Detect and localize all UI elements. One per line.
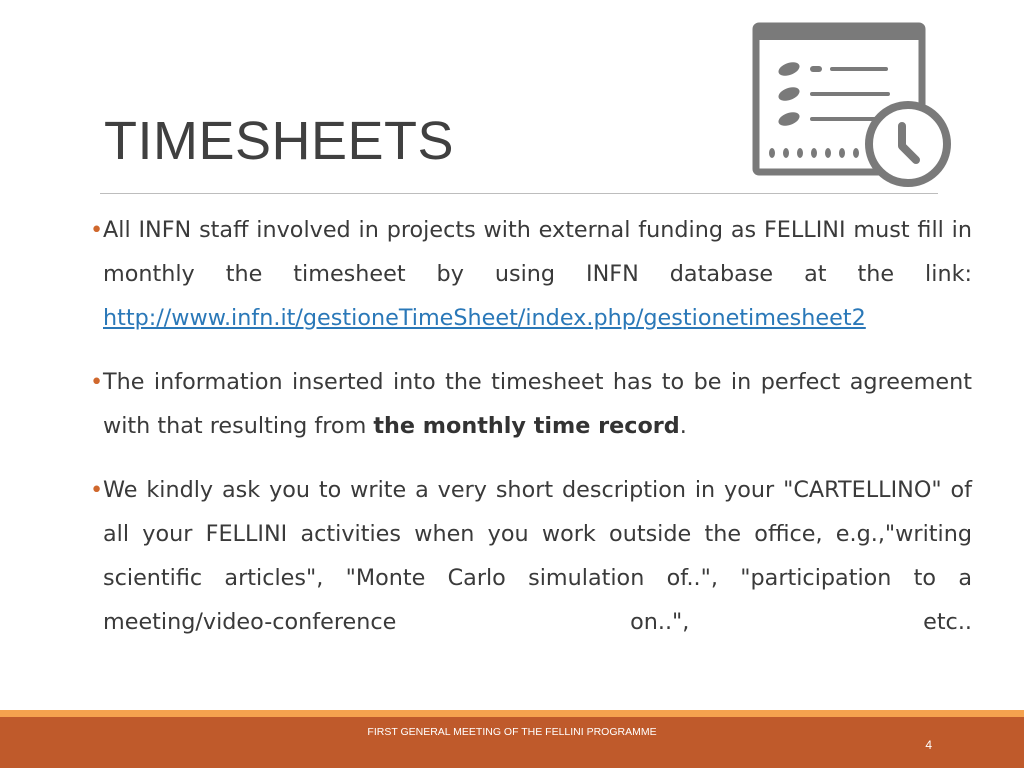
- footer-text: FIRST GENERAL MEETING OF THE FELLINI PROGRAMME: [367, 726, 657, 738]
- bullet-item-cartellino: [90, 468, 972, 644]
- slide-title: TIMESHEETS: [104, 111, 455, 171]
- bullet-text: The information inserted into the timesheet has to be in perfect agreement with that resulting from: [103, 369, 972, 439]
- bullet-list: [90, 208, 972, 644]
- page-number: 4: [925, 738, 932, 752]
- bullet-dot: •: [90, 217, 104, 243]
- footer-bar: [0, 717, 1024, 768]
- timesheet-link[interactable]: http://www.infn.it/gestioneTimeSheet/index.php/gestionetimesheet2: [103, 305, 866, 331]
- footer-accent-line: [0, 710, 1024, 717]
- bullet-text: We kindly ask you to write a very short description in your "CARTELLINO" of all your FELLINI activities when you work outside the office, e.g.,"writing scientific articles", "Monte Carlo simulation of..", "participation to a meeting/video-conference on..", etc..: [103, 477, 972, 635]
- bullet-dot: •: [90, 369, 104, 395]
- bullet-item-timesheet: [90, 208, 972, 340]
- bullet-text: All INFN staff involved in projects with external funding as FELLINI must fill in monthly the timesheet by using INFN database at the link:: [103, 217, 972, 287]
- bullet-text-end: .: [679, 413, 687, 439]
- bullet-bold-text: the monthly time record: [373, 413, 680, 439]
- timesheet-clock-icon: [752, 22, 952, 194]
- bullet-item-agreement: [90, 360, 972, 448]
- bullet-dot: •: [90, 477, 104, 503]
